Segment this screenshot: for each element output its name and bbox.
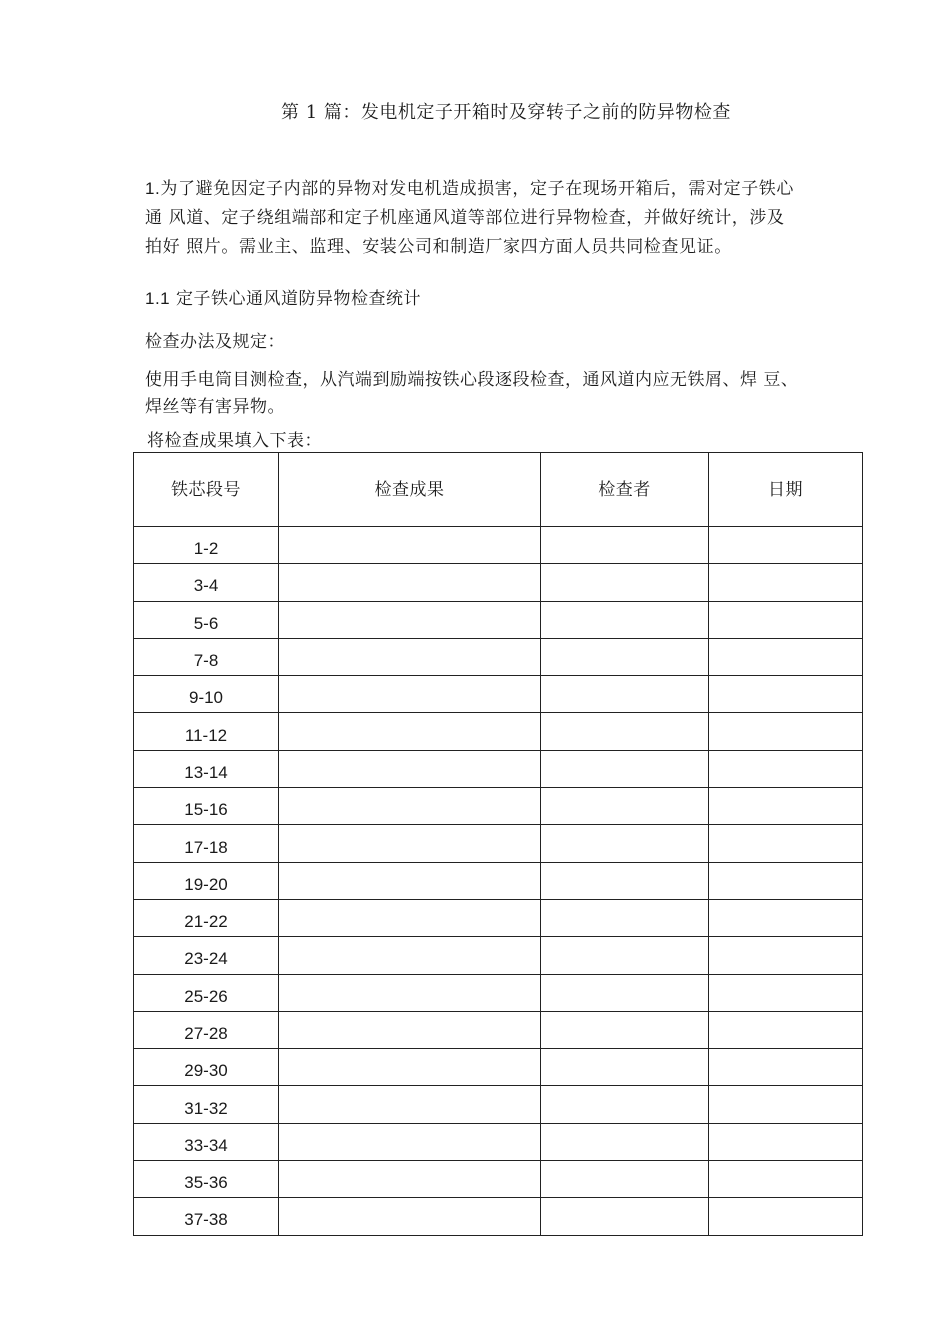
intro-paragraph — [145, 174, 865, 262]
result-cell[interactable] — [279, 1198, 541, 1235]
method-line-2: 焊丝等有害异物。 — [145, 397, 285, 417]
result-cell[interactable] — [279, 1049, 541, 1086]
table-row — [134, 1198, 863, 1235]
table-row — [134, 825, 863, 862]
segment-number-cell: 13-14 — [134, 750, 279, 787]
table-row — [134, 937, 863, 974]
date-cell[interactable] — [709, 564, 863, 601]
segment-number-cell: 9-10 — [134, 676, 279, 713]
date-cell[interactable] — [709, 1198, 863, 1235]
segment-number-cell: 27-28 — [134, 1011, 279, 1048]
inspector-cell[interactable] — [541, 713, 709, 750]
segment-number-cell: 15-16 — [134, 788, 279, 825]
date-cell[interactable] — [709, 750, 863, 787]
inspector-cell[interactable] — [541, 974, 709, 1011]
inspector-cell[interactable] — [541, 1011, 709, 1048]
result-cell[interactable] — [279, 1161, 541, 1198]
inspector-cell[interactable] — [541, 937, 709, 974]
result-cell[interactable] — [279, 862, 541, 899]
result-cell[interactable] — [279, 601, 541, 638]
table-row — [134, 676, 863, 713]
segment-number-cell: 37-38 — [134, 1198, 279, 1235]
table-row — [134, 862, 863, 899]
date-cell[interactable] — [709, 899, 863, 936]
table-row — [134, 601, 863, 638]
header-inspector: 检查者 — [541, 453, 709, 527]
intro-line-1 — [145, 174, 865, 204]
table-row — [134, 564, 863, 601]
intro-line-2: 通 风道、定子绕组端部和定子机座通风道等部位进行异物检查，并做好统计，涉及 — [145, 208, 785, 228]
segment-number-cell: 25-26 — [134, 974, 279, 1011]
header-segment-number: 铁芯段号 — [134, 453, 279, 527]
date-cell[interactable] — [709, 601, 863, 638]
result-cell[interactable] — [279, 1123, 541, 1160]
date-cell[interactable] — [709, 862, 863, 899]
segment-number-cell: 7-8 — [134, 638, 279, 675]
header-result: 检查成果 — [279, 453, 541, 527]
date-cell[interactable] — [709, 1123, 863, 1160]
inspector-cell[interactable] — [541, 601, 709, 638]
result-cell[interactable] — [279, 750, 541, 787]
segment-number-cell: 11-12 — [134, 713, 279, 750]
inspection-table — [133, 452, 863, 1236]
segment-number-cell: 5-6 — [134, 601, 279, 638]
date-cell[interactable] — [709, 788, 863, 825]
date-cell[interactable] — [709, 1161, 863, 1198]
method-label: 检查办法及规定： — [145, 332, 285, 352]
segment-number-cell: 17-18 — [134, 825, 279, 862]
table-row — [134, 899, 863, 936]
segment-number-cell: 21-22 — [134, 899, 279, 936]
inspector-cell[interactable] — [541, 1049, 709, 1086]
segment-number-cell: 3-4 — [134, 564, 279, 601]
result-cell[interactable] — [279, 1011, 541, 1048]
inspector-cell[interactable] — [541, 638, 709, 675]
result-cell[interactable] — [279, 825, 541, 862]
date-cell[interactable] — [709, 713, 863, 750]
table-row — [134, 788, 863, 825]
inspector-cell[interactable] — [541, 862, 709, 899]
table-row — [134, 527, 863, 564]
intro-line-3: 拍好 照片。需业主、监理、安装公司和制造厂家四方面人员共同检查见证。 — [145, 237, 732, 257]
inspector-cell[interactable] — [541, 1198, 709, 1235]
inspector-cell[interactable] — [541, 825, 709, 862]
page-title: 第 1 篇：发电机定子开箱时及穿转子之前的防异物检查 — [281, 102, 731, 123]
segment-number-cell: 1-2 — [134, 527, 279, 564]
result-cell[interactable] — [279, 713, 541, 750]
date-cell[interactable] — [709, 974, 863, 1011]
result-cell[interactable] — [279, 899, 541, 936]
inspector-cell[interactable] — [541, 564, 709, 601]
segment-number-cell: 33-34 — [134, 1123, 279, 1160]
table-row — [134, 1123, 863, 1160]
section-heading — [145, 284, 421, 309]
segment-number-cell: 31-32 — [134, 1086, 279, 1123]
date-cell[interactable] — [709, 1011, 863, 1048]
fill-note: 将检查成果填入下表： — [147, 431, 322, 451]
result-cell[interactable] — [279, 527, 541, 564]
inspector-cell[interactable] — [541, 676, 709, 713]
inspector-cell[interactable] — [541, 527, 709, 564]
date-cell[interactable] — [709, 1086, 863, 1123]
header-date: 日期 — [709, 453, 863, 527]
table-row — [134, 713, 863, 750]
result-cell[interactable] — [279, 564, 541, 601]
method-paragraph — [145, 367, 865, 421]
section-heading-text: 定子铁心通风道防异物检查统计 — [170, 289, 422, 309]
result-cell[interactable] — [279, 676, 541, 713]
inspector-cell[interactable] — [541, 750, 709, 787]
table-row — [134, 974, 863, 1011]
result-cell[interactable] — [279, 974, 541, 1011]
inspector-cell[interactable] — [541, 899, 709, 936]
table-row — [134, 1161, 863, 1198]
segment-number-cell: 19-20 — [134, 862, 279, 899]
table-row — [134, 638, 863, 675]
table-header-row — [134, 453, 863, 527]
date-cell[interactable] — [709, 676, 863, 713]
date-cell[interactable] — [709, 825, 863, 862]
method-line-1: 使用手电筒目测检查，从汽端到励端按铁心段逐段检查，通风道内应无铁屑、焊 豆、 — [145, 370, 799, 390]
inspector-cell[interactable] — [541, 1123, 709, 1160]
result-cell[interactable] — [279, 638, 541, 675]
inspector-cell[interactable] — [541, 788, 709, 825]
result-cell[interactable] — [279, 788, 541, 825]
table-row — [134, 1049, 863, 1086]
date-cell[interactable] — [709, 937, 863, 974]
table-body — [134, 527, 863, 1236]
table-row — [134, 1011, 863, 1048]
table-row — [134, 1086, 863, 1123]
section-number: 1.1 — [145, 289, 171, 308]
table-row — [134, 750, 863, 787]
segment-number-cell: 35-36 — [134, 1161, 279, 1198]
date-cell[interactable] — [709, 1049, 863, 1086]
result-cell[interactable] — [279, 937, 541, 974]
date-cell[interactable] — [709, 638, 863, 675]
result-cell[interactable] — [279, 1086, 541, 1123]
intro-number: 1. — [145, 179, 161, 198]
segment-number-cell: 29-30 — [134, 1049, 279, 1086]
inspector-cell[interactable] — [541, 1086, 709, 1123]
inspector-cell[interactable] — [541, 1161, 709, 1198]
segment-number-cell: 23-24 — [134, 937, 279, 974]
date-cell[interactable] — [709, 527, 863, 564]
intro-line-1-text: 为了避免因定子内部的异物对发电机造成损害，定子在现场开箱后，需对定子铁心 — [160, 179, 794, 199]
